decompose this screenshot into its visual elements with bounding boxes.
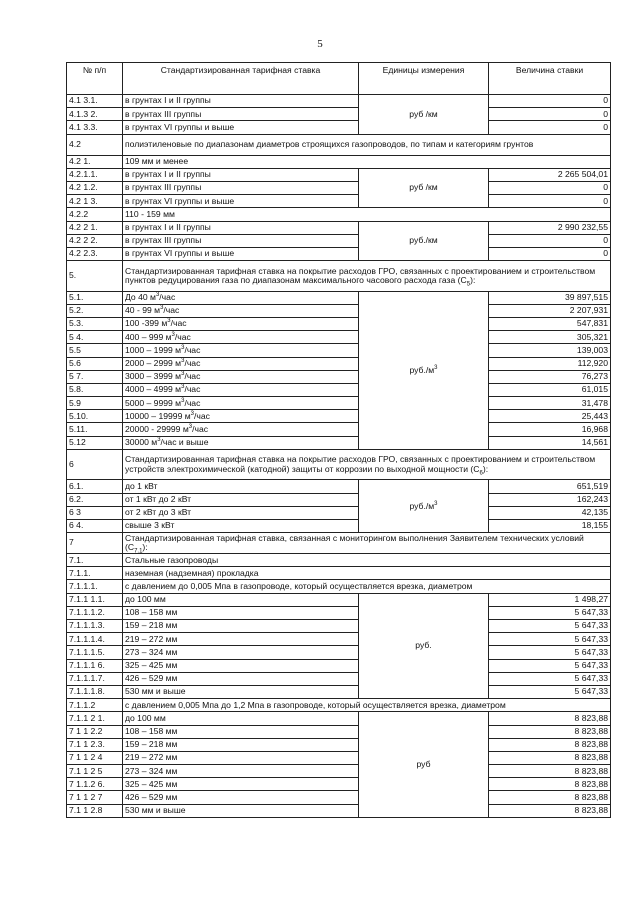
table-row — [67, 221, 611, 234]
rate-value: 651,519 — [489, 480, 611, 493]
rate-name: 108 – 158 мм — [123, 725, 359, 738]
table-row — [67, 291, 611, 304]
table-row — [67, 593, 611, 606]
table-row — [67, 344, 611, 357]
rate-name: в грунтах I и II группы — [123, 221, 359, 234]
unit-of-measure: руб /км — [359, 95, 489, 135]
row-number: 4.1 3.3. — [67, 121, 123, 134]
rate-value: 5 647,33 — [489, 672, 611, 685]
rate-name: 30000 $м^3$/час и выше — [123, 436, 359, 449]
rate-name: 530 мм и выше — [123, 804, 359, 817]
header-rate: Стандартизированная тарифная ставка — [123, 63, 359, 95]
row-number: 5 7. — [67, 370, 123, 383]
unit-of-measure: руб./км — [359, 221, 489, 261]
table-header-row — [67, 63, 611, 95]
table-row — [67, 317, 611, 330]
table-row — [67, 121, 611, 134]
rate-name: 426 – 529 мм — [123, 672, 359, 685]
rate-value: 2 990 232,55 — [489, 221, 611, 234]
table-row — [67, 195, 611, 208]
row-number: 4.2 2.3. — [67, 247, 123, 260]
header-value: Величина ставки — [489, 63, 611, 95]
rate-name: 159 – 218 мм — [123, 620, 359, 633]
rate-value: 0 — [489, 108, 611, 121]
rate-name: 159 – 218 мм — [123, 738, 359, 751]
section-heading: Стандартизированная тарифная ставка на покрытие расходов ГРО, связанных с проектированием и строительством пунктов редуцирования газа по диапазонам максимального часового расхода газа $(C_5)$: — [123, 261, 611, 292]
table-row — [67, 751, 611, 764]
row-number: 6 4. — [67, 519, 123, 532]
rate-name: 10000 – 19999 $м^3$/час — [123, 410, 359, 423]
rate-value: 8 823,88 — [489, 712, 611, 725]
row-number: 4.1.3 2. — [67, 108, 123, 121]
rate-name: 108 – 158 мм — [123, 606, 359, 619]
row-number: 5.8. — [67, 383, 123, 396]
table-row — [67, 506, 611, 519]
table-row — [67, 423, 611, 436]
rate-value: 76,273 — [489, 370, 611, 383]
table-row — [67, 699, 611, 712]
row-number: 4.2.1.1. — [67, 168, 123, 181]
rate-name: свыше 3 кВт — [123, 519, 359, 532]
row-number: 7 — [67, 533, 123, 554]
row-number: 5.5 — [67, 344, 123, 357]
row-number: 7.1. — [67, 554, 123, 567]
rate-name: 1000 – 1999 $м^3$/час — [123, 344, 359, 357]
row-number: 7.1.1.1.4. — [67, 633, 123, 646]
rate-value: 5 647,33 — [489, 685, 611, 698]
rate-value: 5 647,33 — [489, 646, 611, 659]
table-row — [67, 436, 611, 449]
rate-name: от 2 кВт до 3 кВт — [123, 506, 359, 519]
rate-name: 5000 – 9999 $м^3$/час — [123, 397, 359, 410]
table-row — [67, 397, 611, 410]
row-number: 7 1 1 2.2 — [67, 725, 123, 738]
section-heading: наземная (надземная) прокладка — [123, 567, 611, 580]
row-number: 5.6 — [67, 357, 123, 370]
table-row — [67, 181, 611, 194]
row-number: 6.2. — [67, 493, 123, 506]
rate-value: 8 823,88 — [489, 765, 611, 778]
section-heading: Стальные газопроводы — [123, 554, 611, 567]
rate-name: в грунтах VI группы и выше — [123, 195, 359, 208]
table-row — [67, 567, 611, 580]
rate-value: 0 — [489, 234, 611, 247]
rate-name: в грунтах VI группы и выше — [123, 247, 359, 260]
rate-value: 5 647,33 — [489, 659, 611, 672]
rate-value: 5 647,33 — [489, 620, 611, 633]
rate-value: 5 647,33 — [489, 606, 611, 619]
table-row — [67, 620, 611, 633]
row-number: 7 1 1 2 7 — [67, 791, 123, 804]
rate-value: 42,135 — [489, 506, 611, 519]
row-number: 4.2 2 2. — [67, 234, 123, 247]
rate-name: 219 – 272 мм — [123, 633, 359, 646]
rate-name: в грунтах VI группы и выше — [123, 121, 359, 134]
row-number: 7.1.1.2 — [67, 699, 123, 712]
table-row — [67, 519, 611, 532]
row-number: 7.1 1 2 5 — [67, 765, 123, 778]
row-number: 7.1.1 1.1. — [67, 593, 123, 606]
table-row — [67, 646, 611, 659]
rate-name: 530 мм и выше — [123, 685, 359, 698]
rate-name: в грунтах I и II группы — [123, 95, 359, 108]
rate-value: 8 823,88 — [489, 804, 611, 817]
rate-name: в грунтах III группы — [123, 234, 359, 247]
table-row — [67, 712, 611, 725]
rate-value: 305,321 — [489, 331, 611, 344]
row-number: 4.2 2 1. — [67, 221, 123, 234]
table-row — [67, 134, 611, 155]
rate-value: 2 265 504,01 — [489, 168, 611, 181]
row-number: 5.1. — [67, 291, 123, 304]
row-number: 7 1.1.2 6. — [67, 778, 123, 791]
rate-value: 0 — [489, 195, 611, 208]
table-row — [67, 685, 611, 698]
row-number: 7.1 1 2.8 — [67, 804, 123, 817]
rate-name: в грунтах III группы — [123, 108, 359, 121]
table-row — [67, 672, 611, 685]
row-number: 4.2 1 3. — [67, 195, 123, 208]
row-number: 7.1.1.1.8. — [67, 685, 123, 698]
rate-value: 112,920 — [489, 357, 611, 370]
table-row — [67, 725, 611, 738]
row-number: 5.2. — [67, 304, 123, 317]
rate-name: 426 – 529 мм — [123, 791, 359, 804]
row-number: 4.2 — [67, 134, 123, 155]
row-number: 5.11. — [67, 423, 123, 436]
tariff-rates-table — [66, 62, 611, 818]
unit-of-measure: $руб./м^3$ — [359, 291, 489, 449]
rate-name: 325 – 425 мм — [123, 659, 359, 672]
row-number: 5. — [67, 261, 123, 292]
rate-value: 0 — [489, 95, 611, 108]
rate-value: 162,243 — [489, 493, 611, 506]
table-body — [67, 95, 611, 818]
table-row — [67, 765, 611, 778]
rate-name: 400 – 999 $м^3$/час — [123, 331, 359, 344]
row-number: 7 1 1 2 4 — [67, 751, 123, 764]
page-number: 5 — [317, 38, 323, 50]
row-number: 7.1.1.1.7. — [67, 672, 123, 685]
table-row — [67, 449, 611, 480]
unit-of-measure: руб /км — [359, 168, 489, 208]
table-row — [67, 247, 611, 260]
section-heading: 109 мм и менее — [123, 155, 611, 168]
table-row — [67, 304, 611, 317]
section-heading: 110 - 159 мм — [123, 208, 611, 221]
row-number: 7.1.1.1.3. — [67, 620, 123, 633]
rate-value: 139,003 — [489, 344, 611, 357]
rate-name: 273 – 324 мм — [123, 646, 359, 659]
section-heading: Стандартизированная тарифная ставка на покрытие расходов ГРО, связанных с проектированием и строительством устройств электрохимической (катодной) защиты от коррозии по выходной мощности $(C_6)$: — [123, 449, 611, 480]
row-number: 4.2 1. — [67, 155, 123, 168]
rate-value: 1 498,27 — [489, 593, 611, 606]
row-number: 6 — [67, 449, 123, 480]
rate-name: 20000 - 29999 $м^3$/час — [123, 423, 359, 436]
header-number: № п/п — [67, 63, 123, 95]
rate-name: до 100 мм — [123, 712, 359, 725]
row-number: 7.1.1.1.5. — [67, 646, 123, 659]
rate-value: 8 823,88 — [489, 725, 611, 738]
table-row — [67, 533, 611, 554]
table-row — [67, 738, 611, 751]
table-row — [67, 804, 611, 817]
rate-name: 325 – 425 мм — [123, 778, 359, 791]
rate-name: 273 – 324 мм — [123, 765, 359, 778]
table-row — [67, 234, 611, 247]
section-heading: Стандартизированная тарифная ставка, связанная с мониторингом выполнения Заявителем технических условий $(C_{7.1})$: — [123, 533, 611, 554]
table-row — [67, 208, 611, 221]
rate-name: 40 - 99 $м^3$/час — [123, 304, 359, 317]
rate-name: 4000 – 4999 $м^3$/час — [123, 383, 359, 396]
table-row — [67, 370, 611, 383]
table-row — [67, 95, 611, 108]
rate-name: 219 – 272 мм — [123, 751, 359, 764]
row-number: 4.2.2 — [67, 208, 123, 221]
rate-value: 0 — [489, 247, 611, 260]
rate-value: 18,155 — [489, 519, 611, 532]
rate-value: 8 823,88 — [489, 791, 611, 804]
unit-of-measure: руб — [359, 712, 489, 818]
section-heading: с давлением 0,005 Мпа до 1,2 Мпа в газопроводе, который осуществляется врезка, диаметром — [123, 699, 611, 712]
rate-name: 3000 – 3999 $м^3$/час — [123, 370, 359, 383]
rate-value: 8 823,88 — [489, 751, 611, 764]
row-number: 5.12 — [67, 436, 123, 449]
row-number: 4.1 3.1. — [67, 95, 123, 108]
table-row — [67, 168, 611, 181]
unit-of-measure: руб. — [359, 593, 489, 699]
row-number: 5.3. — [67, 317, 123, 330]
rate-value: 31,478 — [489, 397, 611, 410]
rate-name: в грунтах III группы — [123, 181, 359, 194]
rate-value: 16,968 — [489, 423, 611, 436]
table-row — [67, 659, 611, 672]
rate-value: 14,561 — [489, 436, 611, 449]
table-row — [67, 554, 611, 567]
table-row — [67, 108, 611, 121]
row-number: 7.1.1.1. — [67, 580, 123, 593]
table-row — [67, 480, 611, 493]
table-row — [67, 778, 611, 791]
rate-name: До 40 $м^3$/час — [123, 291, 359, 304]
rate-name: 2000 – 2999 $м^3$/час — [123, 357, 359, 370]
table-row — [67, 493, 611, 506]
header-unit: Единицы измерения — [359, 63, 489, 95]
row-number: 4.2 1.2. — [67, 181, 123, 194]
row-number: 5 4. — [67, 331, 123, 344]
rate-value: 547,831 — [489, 317, 611, 330]
section-heading: с давлением до 0,005 Мпа в газопроводе, который осуществляется врезка, диаметром — [123, 580, 611, 593]
rate-value: 0 — [489, 121, 611, 134]
rate-name: 100 -399 $м^3$/час — [123, 317, 359, 330]
table-row — [67, 606, 611, 619]
rate-name: в грунтах I и II группы — [123, 168, 359, 181]
section-heading: полиэтиленовые по диапазонам диаметров строящихся газопроводов, по типам и категориям грунтов — [123, 134, 611, 155]
rate-value: 39 897,515 — [489, 291, 611, 304]
rate-value: 0 — [489, 181, 611, 194]
row-number: 7.1.1. — [67, 567, 123, 580]
table-row — [67, 580, 611, 593]
row-number: 7.1 1 2.3. — [67, 738, 123, 751]
row-number: 7.1.1.1.2. — [67, 606, 123, 619]
table-row — [67, 383, 611, 396]
row-number: 5.10. — [67, 410, 123, 423]
rate-name: от 1 кВт до 2 кВт — [123, 493, 359, 506]
unit-of-measure: $руб./м^3$ — [359, 480, 489, 533]
table-row — [67, 155, 611, 168]
table-row — [67, 633, 611, 646]
rate-value: 25,443 — [489, 410, 611, 423]
table-row — [67, 331, 611, 344]
rate-name: до 100 мм — [123, 593, 359, 606]
row-number: 7.1.1 2 1. — [67, 712, 123, 725]
row-number: 7.1.1.1 6. — [67, 659, 123, 672]
table-row — [67, 791, 611, 804]
rate-value: 8 823,88 — [489, 738, 611, 751]
rate-value: 2 207,931 — [489, 304, 611, 317]
row-number: 6.1. — [67, 480, 123, 493]
table-row — [67, 261, 611, 292]
row-number: 6 3 — [67, 506, 123, 519]
rate-name: до 1 кВт — [123, 480, 359, 493]
rate-value: 5 647,33 — [489, 633, 611, 646]
rate-value: 8 823,88 — [489, 778, 611, 791]
table-row — [67, 410, 611, 423]
table-row — [67, 357, 611, 370]
row-number: 5.9 — [67, 397, 123, 410]
rate-value: 61,015 — [489, 383, 611, 396]
